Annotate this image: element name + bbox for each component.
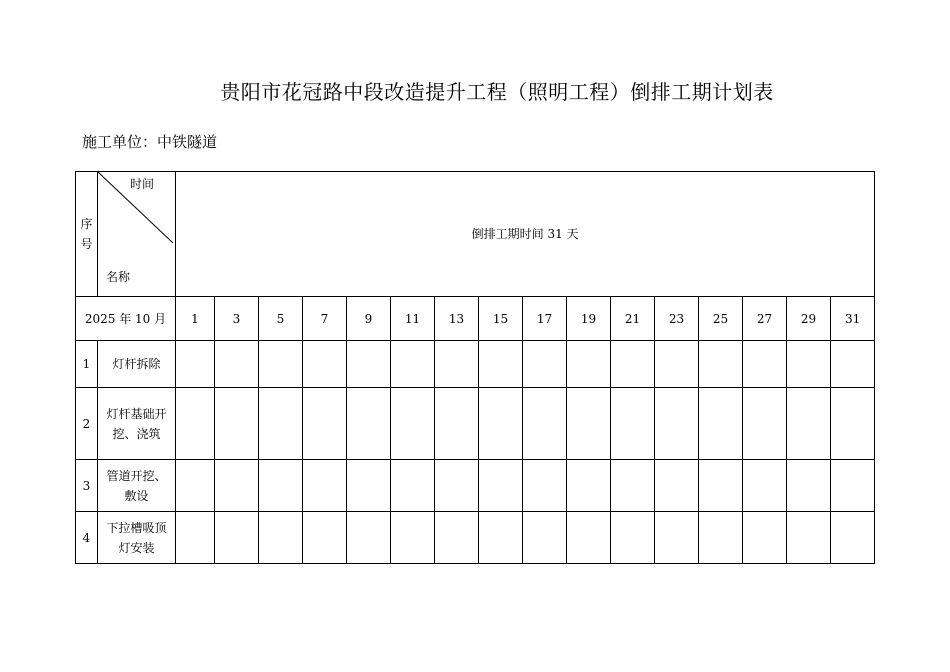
schedule-cell [831,341,875,388]
schedule-cell [523,512,567,564]
schedule-cell [831,388,875,460]
schedule-cell [303,460,347,512]
schedule-cell [176,388,215,460]
corner-name-label: 名称 [106,270,131,284]
schedule-cell [611,460,655,512]
schedule-cell [567,341,611,388]
task-row [76,341,875,388]
day-header-cell: 3 [215,297,259,341]
schedule-cell [303,341,347,388]
construction-unit: 施工单位：中铁隧道 [82,133,218,151]
schedule-cell [215,460,259,512]
schedule-cell [347,341,391,388]
schedule-cell [215,388,259,460]
schedule-cell [699,341,743,388]
schedule-cell [347,388,391,460]
day-header-cell: 15 [479,297,523,341]
schedule-cell [743,512,787,564]
task-name-cell: 管道开挖、敷设 [98,460,176,512]
schedule-cell [611,388,655,460]
schedule-cell [523,460,567,512]
month-label-cell: 2025 年 10 月 [76,297,176,341]
schedule-cell [787,512,831,564]
seq-header-line2: 号 [80,237,93,251]
day-header-cell: 7 [303,297,347,341]
seq-header-line1: 序 [80,217,93,231]
schedule-cell [743,460,787,512]
day-header-cell: 11 [391,297,435,341]
schedule-cell [176,341,215,388]
schedule-cell [259,460,303,512]
day-header-cell: 13 [435,297,479,341]
schedule-cell [611,512,655,564]
day-header-cell: 25 [699,297,743,341]
schedule-cell [391,512,435,564]
header-row [76,172,875,297]
day-header-cell: 29 [787,297,831,341]
task-name-cell: 灯杆拆除 [98,341,176,388]
day-header-cell: 19 [567,297,611,341]
schedule-cell [655,341,699,388]
schedule-cell [699,388,743,460]
schedule-cell [831,512,875,564]
duration-header-cell: 倒排工期时间 31 天 [176,172,875,297]
day-header-cell: 1 [176,297,215,341]
schedule-cell [215,341,259,388]
day-header-cell: 17 [523,297,567,341]
schedule-cell [176,460,215,512]
schedule-cell [523,388,567,460]
task-row [76,388,875,460]
schedule-cell [523,341,567,388]
schedule-cell [479,388,523,460]
day-header-cell: 31 [831,297,875,341]
task-name-cell: 下拉槽吸顶灯安装 [98,512,176,564]
schedule-cell [655,512,699,564]
day-header-cell: 23 [655,297,699,341]
day-header-cell: 27 [743,297,787,341]
task-row [76,512,875,564]
schedule-cell [303,512,347,564]
task-number-cell: 3 [76,460,98,512]
day-header-cell: 9 [347,297,391,341]
schedule-cell [699,460,743,512]
schedule-cell [347,460,391,512]
schedule-cell [655,388,699,460]
month-row [76,297,875,341]
task-number-cell: 4 [76,512,98,564]
corner-time-label: 时间 [130,177,155,191]
schedule-cell [479,341,523,388]
schedule-cell [567,512,611,564]
schedule-cell [435,512,479,564]
schedule-cell [479,512,523,564]
schedule-table [75,171,875,564]
schedule-cell [391,460,435,512]
schedule-cell [831,460,875,512]
task-number-cell: 1 [76,341,98,388]
task-name-cell: 灯杆基础开挖、浇筑 [98,388,176,460]
schedule-cell [743,341,787,388]
schedule-cell [259,341,303,388]
schedule-cell [176,512,215,564]
document-title: 贵阳市花冠路中段改造提升工程（照明工程）倒排工期计划表 [220,80,774,104]
schedule-cell [435,341,479,388]
schedule-cell [259,512,303,564]
schedule-cell [567,388,611,460]
schedule-cell [567,460,611,512]
schedule-cell [435,460,479,512]
schedule-cell [699,512,743,564]
schedule-cell [655,460,699,512]
schedule-cell [787,341,831,388]
schedule-cell [391,388,435,460]
seq-header-cell [76,172,98,297]
schedule-cell [479,460,523,512]
schedule-cell [743,388,787,460]
schedule-cell [215,512,259,564]
schedule-cell [787,460,831,512]
schedule-cell [435,388,479,460]
corner-header-cell [98,172,176,297]
task-number-cell: 2 [76,388,98,460]
schedule-cell [611,341,655,388]
schedule-cell [259,388,303,460]
schedule-cell [303,388,347,460]
day-header-cell: 21 [611,297,655,341]
schedule-cell [787,388,831,460]
day-header-cell: 5 [259,297,303,341]
schedule-cell [347,512,391,564]
task-row [76,460,875,512]
schedule-cell [391,341,435,388]
